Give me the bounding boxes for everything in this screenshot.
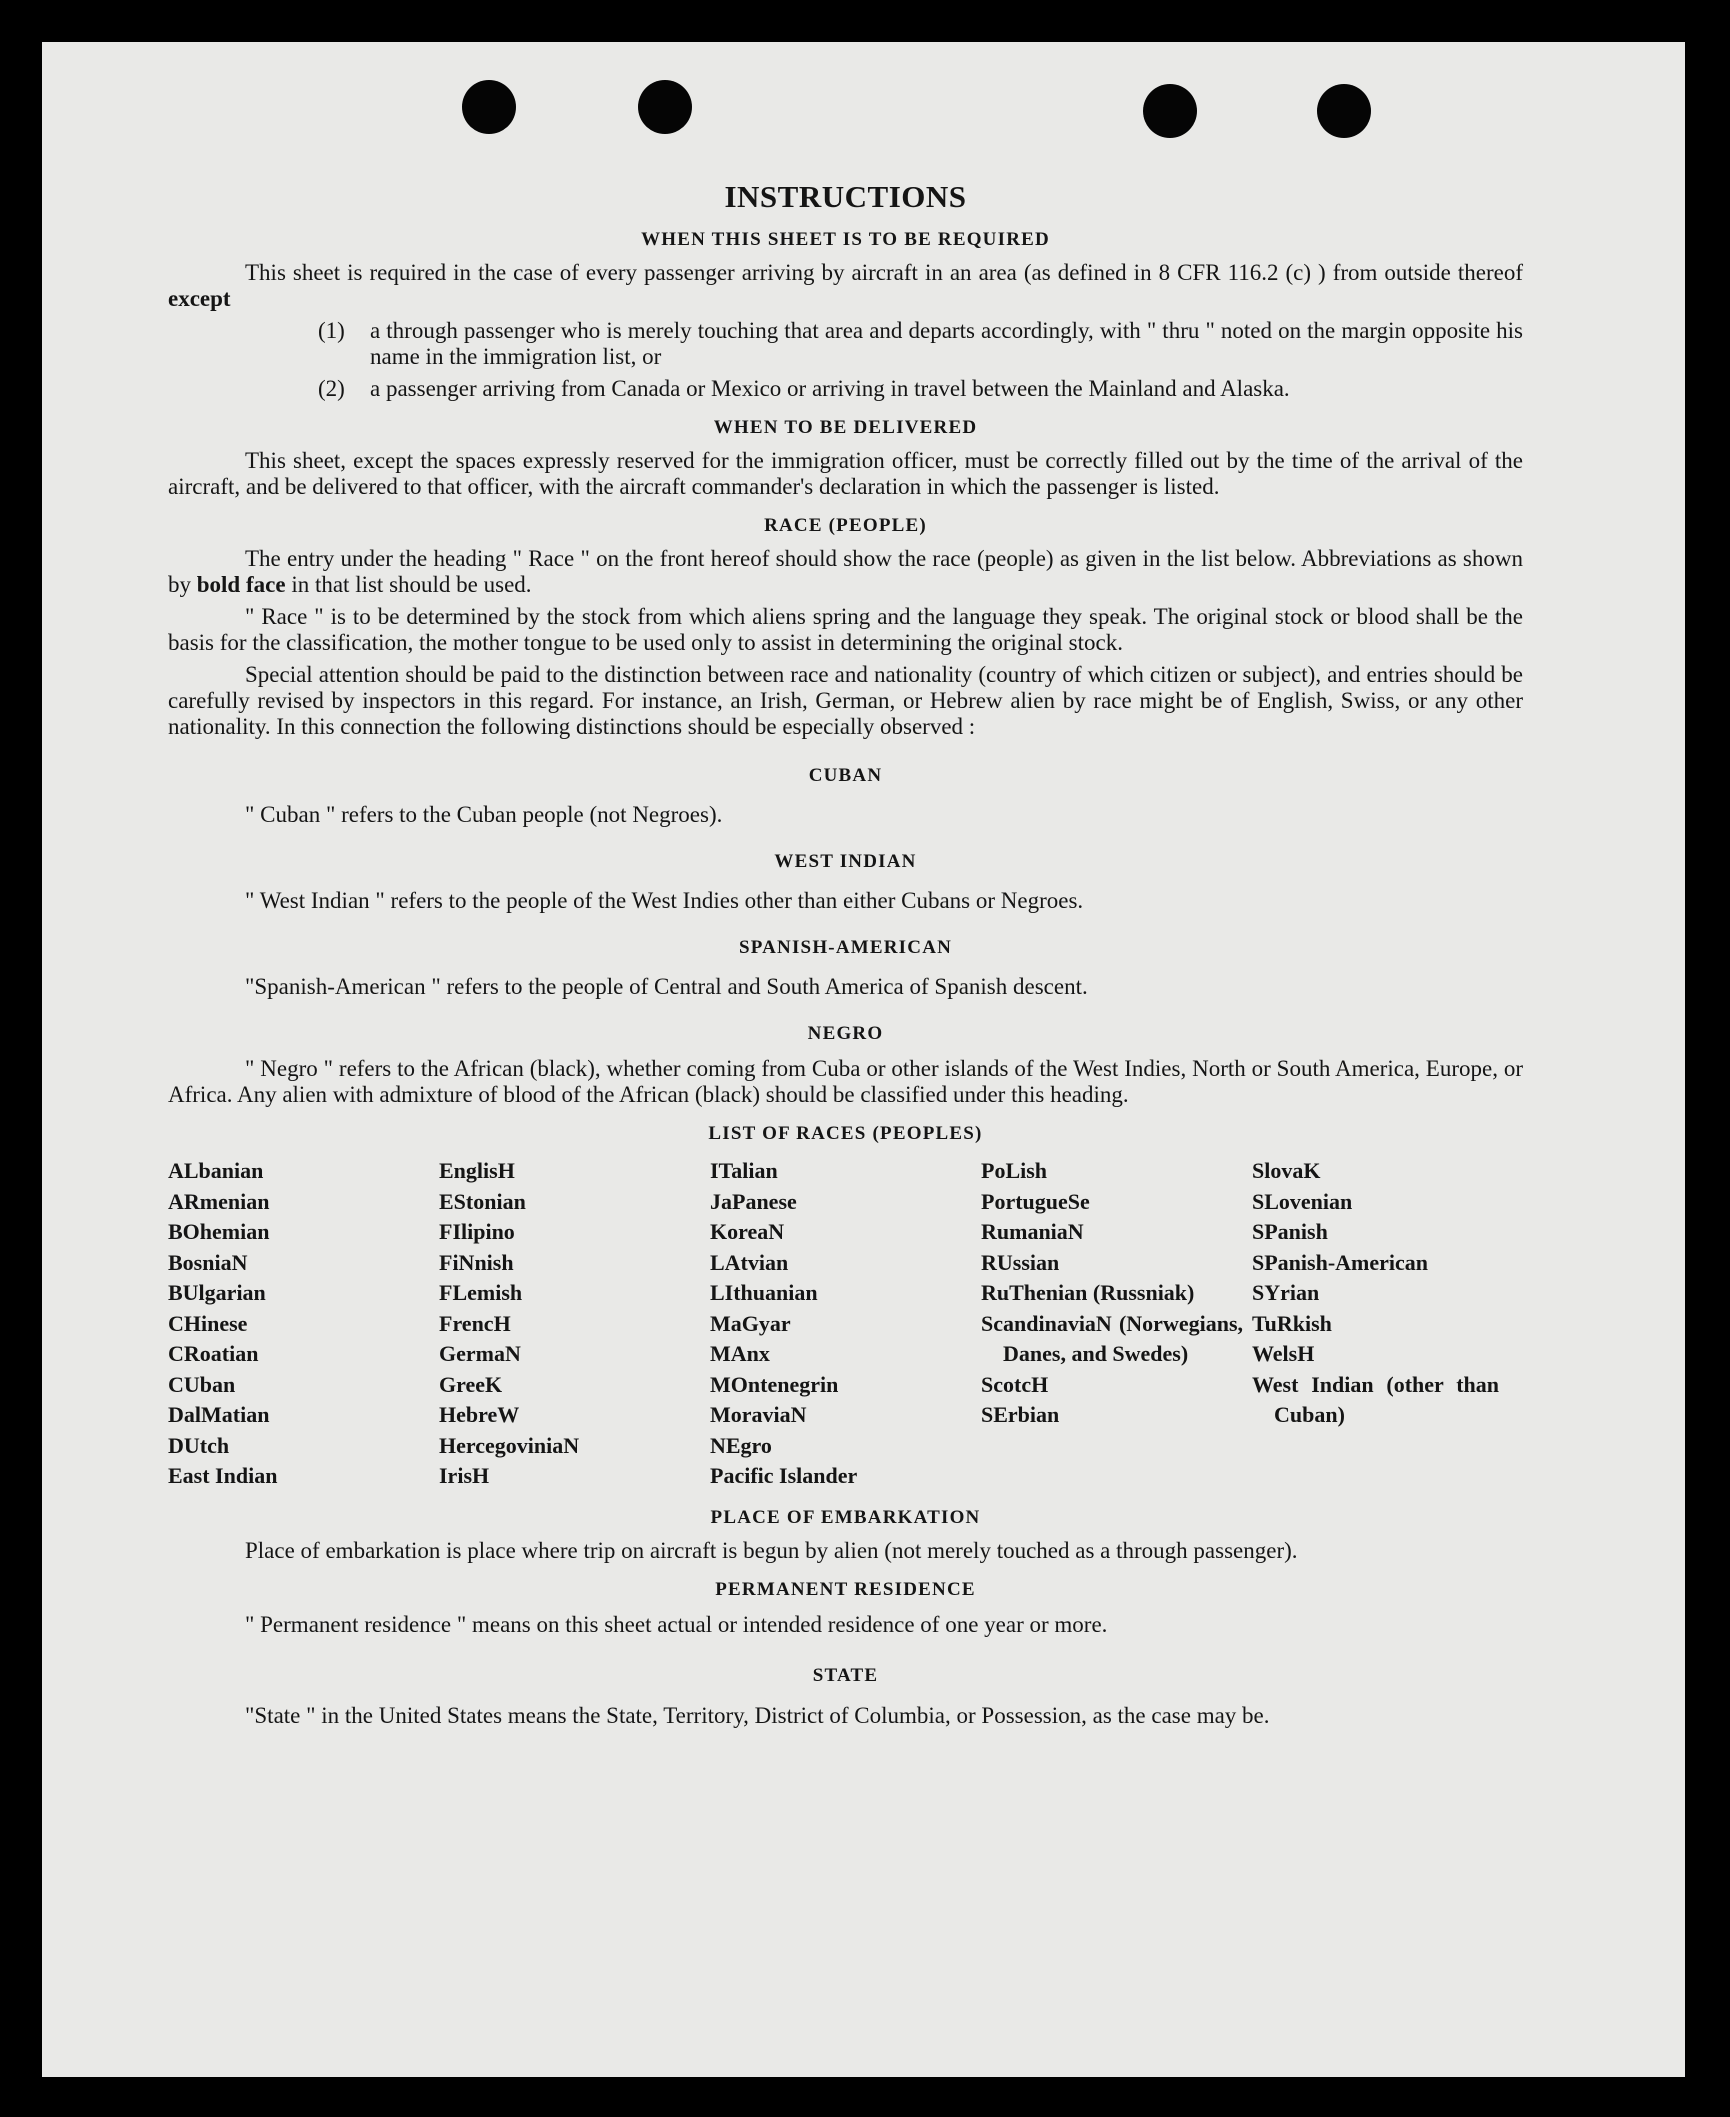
race-entry: WelsH bbox=[1252, 1341, 1315, 1366]
race-entry: CUban bbox=[168, 1371, 236, 1397]
item-number: (1) bbox=[318, 318, 345, 343]
race-entry: CRoatian bbox=[168, 1341, 259, 1366]
section-heading: WEST INDIAN bbox=[774, 851, 917, 872]
item-text: a passenger arriving from Canada or Mexico or arriving in travel between the Mainland and Alaska. bbox=[370, 376, 1290, 401]
paragraph: "State " in the United States means the State, Territory, District of Columbia, or Possession, as the case may be. bbox=[245, 1702, 1270, 1728]
races-column bbox=[168, 1156, 439, 1492]
races-column bbox=[1252, 1156, 1523, 1492]
paragraph-text: The entry under the heading " Race " on the front hereof should show the race (people) as given in the list below. Abbreviations as shown by bbox=[168, 546, 1523, 597]
race-entry: SYrian bbox=[1252, 1280, 1320, 1305]
race-entry: NEgro bbox=[710, 1432, 772, 1458]
race-entry: FiNnish bbox=[439, 1249, 514, 1275]
race-entry: ScotcH bbox=[981, 1371, 1049, 1397]
race-entry: CHinese bbox=[168, 1310, 248, 1336]
race-entry: MAnx bbox=[710, 1341, 770, 1366]
paragraph: Place of embarkation is place where trip on aircraft is begun by alien (not merely touched as a through passenger). bbox=[245, 1537, 1298, 1563]
race-entry: RumaniaN bbox=[981, 1219, 1084, 1244]
race-entry: EStonian bbox=[439, 1188, 526, 1214]
race-entry: LIthuanian bbox=[710, 1280, 818, 1305]
races-column bbox=[710, 1156, 981, 1492]
races-column bbox=[439, 1156, 710, 1492]
section-heading: PLACE OF EMBARKATION bbox=[710, 1506, 981, 1528]
list-item bbox=[168, 318, 1523, 370]
page-title: INSTRUCTIONS bbox=[724, 179, 967, 214]
paragraph: This sheet, except the spaces expressly reserved for the immigration officer, must be correctly filled out by the time of the arrival of the aircraft, and be delivered to that officer, with the aircraft commander's declaration in which the passenger is listed. bbox=[168, 448, 1523, 499]
race-entry: PoLish bbox=[981, 1158, 1048, 1183]
paragraph bbox=[168, 260, 1523, 312]
race-entry: TuRkish bbox=[1252, 1310, 1332, 1336]
race-entry: East Indian bbox=[168, 1463, 278, 1488]
race-entry: GreeK bbox=[439, 1371, 503, 1397]
document-content bbox=[168, 140, 1523, 1738]
race-entry: BosniaN bbox=[168, 1249, 248, 1275]
section-heading: STATE bbox=[812, 1664, 879, 1686]
section-heading: LIST OF RACES (PEOPLES) bbox=[708, 1123, 983, 1144]
paragraph bbox=[168, 546, 1523, 598]
race-entry: SLovenian bbox=[1252, 1188, 1353, 1214]
emphasis-text: bold face bbox=[196, 572, 286, 597]
races-column bbox=[981, 1156, 1252, 1492]
section-heading: RACE (PEOPLE) bbox=[764, 515, 927, 536]
race-entry: DUtch bbox=[168, 1432, 230, 1458]
race-entry: SlovaK bbox=[1252, 1158, 1321, 1183]
item-number: (2) bbox=[318, 376, 345, 401]
race-entry: ARmenian bbox=[168, 1188, 270, 1214]
punch-hole bbox=[1143, 84, 1197, 138]
paragraph: " Cuban " refers to the Cuban people (not Negroes). bbox=[245, 802, 723, 827]
race-entry: MOntenegrin bbox=[710, 1371, 839, 1397]
paragraph: " Permanent residence " means on this sheet actual or intended residence of one year or more. bbox=[245, 1611, 1108, 1637]
race-entry: FLemish bbox=[439, 1280, 523, 1305]
race-entry: SErbian bbox=[981, 1402, 1060, 1427]
race-entry: Pacific Islander bbox=[710, 1463, 858, 1488]
paragraph-text: This sheet is required in the case of every passenger arriving by aircraft in an area (as defined in 8 CFR 116.2 (c) ) from outside thereof bbox=[245, 260, 1523, 285]
race-entry: ScandinaviaN (Norwegians, Danes, and Swedes) bbox=[981, 1310, 1243, 1366]
race-entry: PortugueSe bbox=[981, 1188, 1090, 1214]
race-entry: BUlgarian bbox=[168, 1280, 266, 1305]
race-entry: SPanish-American bbox=[1252, 1249, 1428, 1275]
race-entry: ITalian bbox=[710, 1158, 778, 1183]
punch-hole bbox=[462, 80, 516, 134]
item-text: a through passenger who is merely touching that area and departs accordingly, with " thru " noted on the margin opposite his name in the immigration list, or bbox=[370, 318, 1523, 369]
punch-hole bbox=[1317, 84, 1371, 138]
emphasis-text: except bbox=[168, 286, 231, 311]
race-entry: FrencH bbox=[439, 1310, 511, 1336]
race-entry: JaPanese bbox=[710, 1188, 797, 1214]
races-list bbox=[168, 1156, 1523, 1492]
race-entry: ALbanian bbox=[168, 1158, 264, 1183]
punch-hole bbox=[638, 80, 692, 134]
race-entry: West Indian (other than Cuban) bbox=[1252, 1371, 1499, 1427]
paragraph: " Race " is to be determined by the stock from which aliens spring and the language they speak. The original stock or blood shall be the basis for the classification, the mother tongue to be used only to assist in determining the original stock. bbox=[168, 604, 1523, 655]
paragraph: Special attention should be paid to the distinction between race and nationality (country of which citizen or subject), and entries should be carefully revised by inspectors in this regard. For instance, an Irish, German, or Hebrew alien by race might be of English, Swiss, or any other nationality. In this connection the following distinctions should be especially observed : bbox=[168, 662, 1523, 739]
race-entry: IrisH bbox=[439, 1463, 490, 1488]
race-entry: GermaN bbox=[439, 1341, 521, 1366]
race-entry: HebreW bbox=[439, 1402, 520, 1427]
race-entry: RUssian bbox=[981, 1249, 1060, 1275]
paragraph: " Negro " refers to the African (black), whether coming from Cuba or other islands of the West Indies, North or South America, Europe, or Africa. Any alien with admixture of blood of the African (black) should be classified under this heading. bbox=[168, 1056, 1523, 1107]
race-entry: RuThenian (Russniak) bbox=[981, 1280, 1195, 1305]
race-entry: DalMatian bbox=[168, 1402, 270, 1427]
paragraph-text: in that list should be used. bbox=[291, 572, 532, 597]
section-heading: CUBAN bbox=[808, 765, 883, 786]
race-entry: HercegoviniaN bbox=[439, 1432, 580, 1458]
race-entry: FIlipino bbox=[439, 1219, 515, 1244]
section-heading: SPANISH-AMERICAN bbox=[738, 937, 953, 958]
section-heading: PERMANENT RESIDENCE bbox=[715, 1578, 976, 1600]
race-entry: MoraviaN bbox=[710, 1402, 807, 1427]
race-entry: LAtvian bbox=[710, 1249, 789, 1275]
race-entry: EnglisH bbox=[439, 1158, 515, 1183]
paragraph: " West Indian " refers to the people of the West Indies other than either Cubans or Negroes. bbox=[245, 888, 1084, 913]
race-entry: MaGyar bbox=[710, 1310, 791, 1336]
section-heading: NEGRO bbox=[807, 1023, 884, 1044]
section-heading: WHEN TO BE DELIVERED bbox=[713, 417, 978, 438]
race-entry: BOhemian bbox=[168, 1219, 270, 1244]
section-heading: WHEN THIS SHEET IS TO BE REQUIRED bbox=[641, 229, 1050, 250]
race-entry: KoreaN bbox=[710, 1219, 785, 1244]
race-entry: SPanish bbox=[1252, 1219, 1328, 1244]
paragraph: "Spanish-American " refers to the people of Central and South America of Spanish descent. bbox=[245, 974, 1088, 999]
list-item bbox=[168, 376, 1523, 402]
